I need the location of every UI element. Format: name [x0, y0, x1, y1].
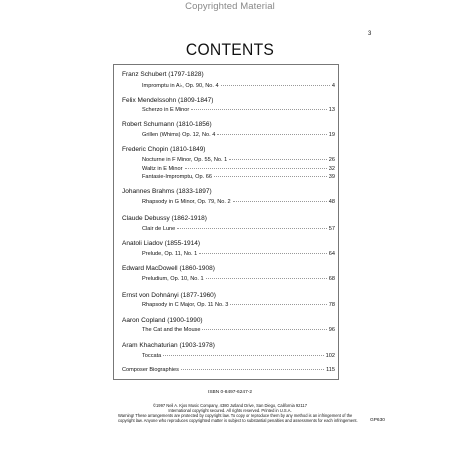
toc-entry[interactable]: [142, 327, 335, 333]
composer-dates: (1833-1897): [176, 188, 212, 195]
catalog-code: GP630: [370, 418, 385, 423]
composer-name: Anatoli Liadov: [122, 240, 163, 247]
isbn: ISBN 0-8497-6247-2: [208, 390, 252, 395]
composer-heading: [122, 97, 213, 104]
toc-entry-biographies[interactable]: [122, 367, 335, 373]
dot-leader: [233, 201, 327, 202]
dot-leader: [163, 355, 323, 356]
piece-page: 48: [328, 199, 335, 205]
piece-title: The Cat and the Mouse: [142, 327, 201, 333]
composer-name: Johannes Brahms: [122, 188, 175, 195]
piece-page: 57: [328, 226, 335, 232]
dot-leader: [206, 278, 327, 279]
piece-title: Waltz in E Minor: [142, 166, 183, 172]
copyright-watermark: Copyrighted Material: [185, 1, 275, 12]
piece-title: Scherzo in E Minor: [142, 107, 190, 113]
toc-entry[interactable]: [142, 157, 335, 163]
dot-leader: [214, 176, 327, 177]
piece-page: 19: [328, 132, 335, 138]
toc-entry[interactable]: [142, 251, 335, 257]
piece-title: Fantasie-Impromptu, Op. 66: [142, 174, 212, 180]
piece-page: 26: [328, 157, 335, 163]
composer-name: Franz Schubert: [122, 71, 167, 78]
piece-title: Impromptu in A♭, Op. 90, No. 4: [142, 83, 219, 89]
composer-dates: (1809-1847): [178, 97, 214, 104]
composer-dates: (1862-1918): [171, 215, 207, 222]
piece-page: 13: [328, 107, 335, 113]
dot-leader: [181, 369, 324, 370]
composer-heading: [122, 342, 215, 349]
composer-heading: [122, 215, 207, 222]
composer-dates: (1810-1856): [176, 121, 212, 128]
toc-entry[interactable]: [142, 276, 335, 282]
composer-dates: (1797-1828): [168, 71, 204, 78]
piece-title: Nocturne in F Minor, Op. 55, No. 1: [142, 157, 228, 163]
piece-page: 32: [328, 166, 335, 172]
composer-name: Aaron Copland: [122, 317, 166, 324]
toc-entry[interactable]: [142, 132, 335, 138]
composer-heading: [122, 121, 212, 128]
composer-heading: [122, 71, 204, 78]
piece-title: Grillen (Whims) Op. 12, No. 4: [142, 132, 216, 138]
piece-title: Clair de Lune: [142, 226, 176, 232]
toc-entry[interactable]: [142, 226, 335, 232]
piece-page: 64: [328, 251, 335, 257]
composer-heading: [122, 317, 203, 324]
toc-entry[interactable]: [142, 107, 335, 113]
dot-leader: [202, 329, 326, 330]
toc-entry[interactable]: [142, 302, 335, 308]
composer-dates: (1903-1978): [179, 342, 215, 349]
piece-title: Preludium, Op. 10, No. 1: [142, 276, 204, 282]
page-number: 3: [368, 31, 372, 37]
dot-leader: [191, 109, 327, 110]
composer-heading: [122, 146, 205, 153]
toc-entry[interactable]: [142, 199, 335, 205]
composer-dates: (1810-1849): [170, 146, 206, 153]
piece-page: 4: [331, 83, 335, 89]
toc-entry[interactable]: [142, 174, 335, 180]
dot-leader: [177, 228, 326, 229]
composer-name: Frederic Chopin: [122, 146, 169, 153]
composer-name: Edward MacDowell: [122, 265, 178, 272]
composer-name: Felix Mendelssohn: [122, 97, 177, 104]
composer-heading: [122, 240, 200, 247]
piece-page: 96: [328, 327, 335, 333]
dot-leader: [221, 85, 330, 86]
piece-page: 78: [328, 302, 335, 308]
copyright-line: ©1997 Neil A. Kjos Music Company, 4380 Jutland Drive, San Diego, California 92117: [153, 403, 307, 408]
copyright-line: International copyright secured. All rights reserved. Printed in U.S.A.: [168, 408, 292, 413]
warning-line: copyright law. Anyone who reproduces copyrighted matter is subject to substantial penalties and assessments for each infringement.: [118, 418, 358, 423]
piece-page: 39: [328, 174, 335, 180]
biographies-page: 115: [326, 367, 335, 373]
toc-entry[interactable]: [142, 166, 335, 172]
composer-dates: (1860-1908): [179, 265, 215, 272]
biographies-title: Composer Biographies: [122, 367, 179, 373]
composer-name: Robert Schumann: [122, 121, 175, 128]
piece-title: Rhapsody in G Minor, Op. 79, No. 2: [142, 199, 231, 205]
piece-title: Rhapsody in C Major, Op. 11 No. 3: [142, 302, 229, 308]
composer-heading: [122, 292, 216, 299]
dot-leader: [185, 168, 327, 169]
dot-leader: [217, 134, 326, 135]
page-title: CONTENTS: [185, 40, 275, 59]
piece-title: Toccata: [142, 353, 162, 359]
toc-entry[interactable]: [142, 353, 335, 359]
composer-dates: (1855-1914): [164, 240, 201, 247]
warning-line: Warning! These arrangements are protected by copyright law. To copy or reproduce them by any method is an infringement of the: [118, 413, 353, 418]
composer-name: Ernst von Dohnányi: [122, 292, 179, 299]
composer-dates: (1877-1960): [180, 292, 216, 299]
composer-heading: [122, 265, 215, 272]
piece-page: 68: [328, 276, 335, 282]
piece-page: 102: [325, 353, 335, 359]
composer-name: Aram Khachaturian: [122, 342, 178, 349]
dot-leader: [229, 159, 327, 160]
composer-dates: (1900-1990): [167, 317, 203, 324]
piece-title: Prelude, Op. 11, No. 1: [142, 251, 198, 257]
composer-name: Claude Debussy: [122, 215, 170, 222]
toc-entry[interactable]: [142, 83, 335, 89]
dot-leader: [199, 253, 327, 254]
dot-leader: [230, 304, 326, 305]
composer-heading: [122, 188, 212, 195]
